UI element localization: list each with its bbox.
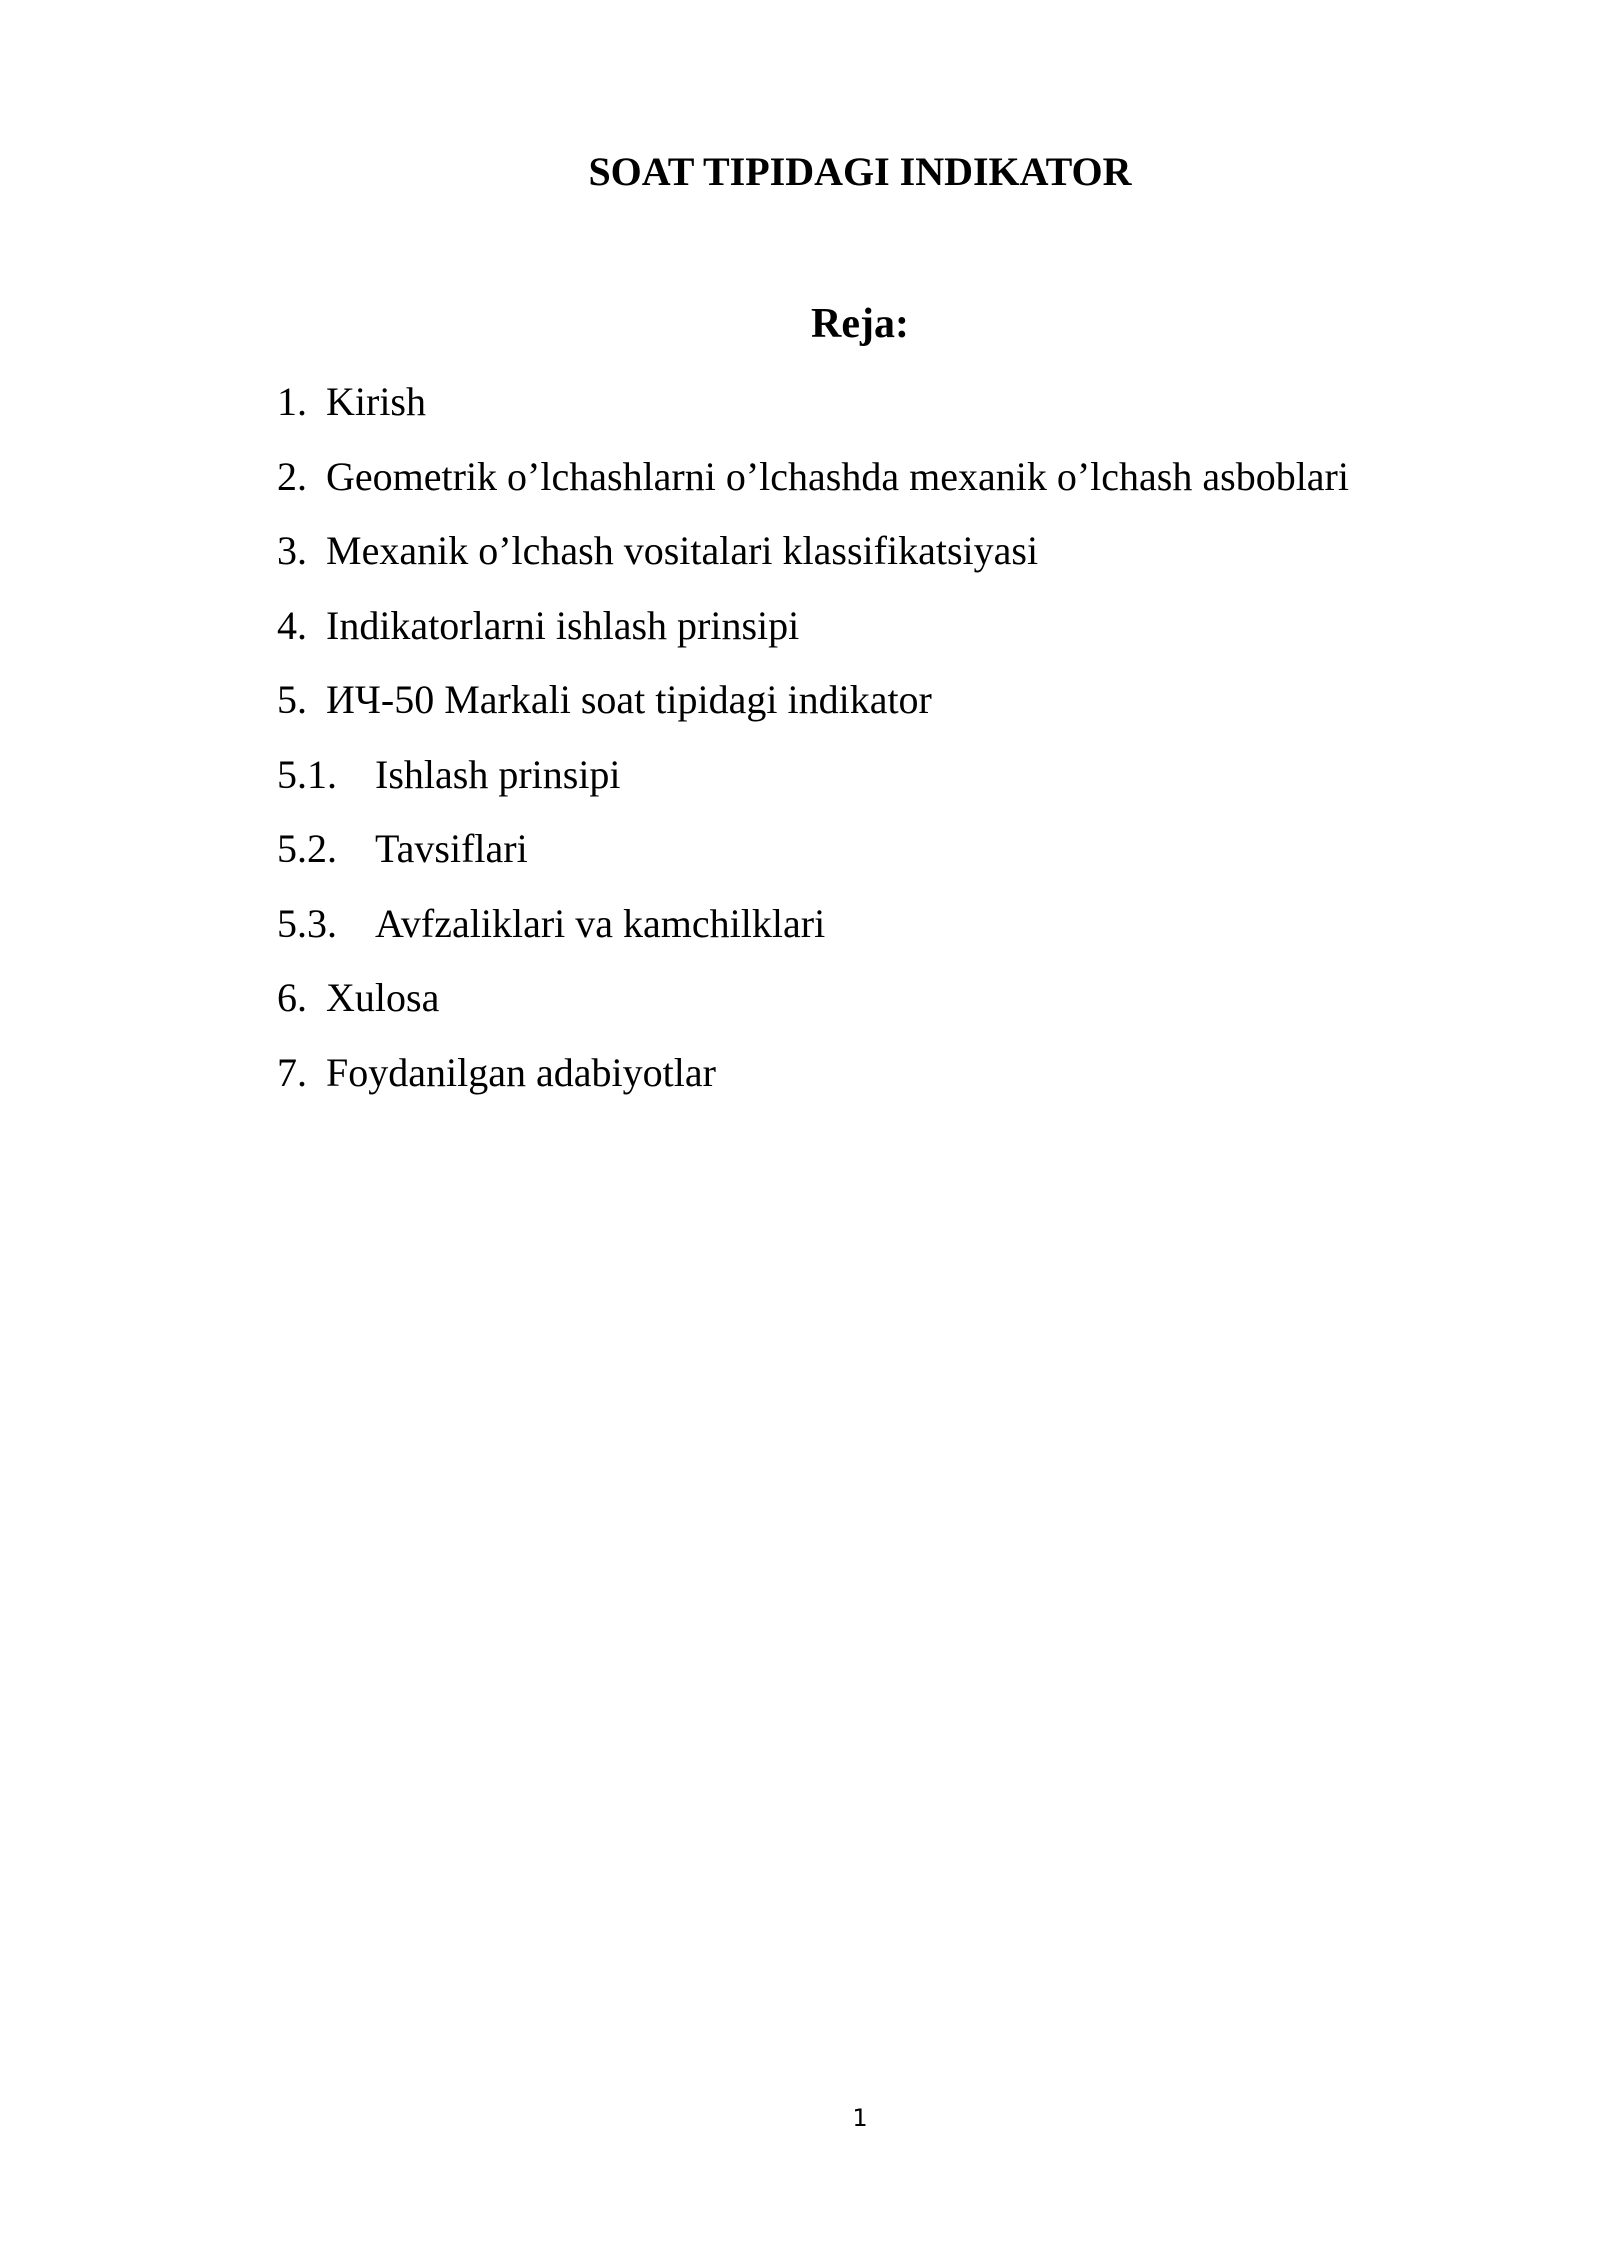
plan-item-3 bbox=[277, 527, 1567, 602]
plan-item-number: 4. bbox=[277, 602, 307, 648]
plan-subitem-text: Avfzaliklari va kamchilklari bbox=[375, 900, 826, 946]
plan-item-4 bbox=[277, 602, 1567, 677]
plan-item-6 bbox=[277, 974, 1567, 1049]
plan-item-text: Indikatorlarni ishlash prinsipi bbox=[326, 602, 800, 648]
plan-list bbox=[277, 378, 1567, 1123]
plan-subitem-number: 5.1. bbox=[277, 751, 337, 797]
page-number: 1 bbox=[852, 2104, 868, 2132]
plan-item-number: 7. bbox=[277, 1049, 307, 1095]
plan-subitem-number: 5.3. bbox=[277, 900, 337, 946]
plan-item-text: ИЧ-50 Markali soat tipidagi indikator bbox=[326, 677, 932, 722]
plan-item-number: 2. bbox=[277, 453, 307, 499]
plan-item-text: Kirish bbox=[326, 379, 426, 424]
plan-item-5 bbox=[277, 676, 1567, 751]
plan-item-number: 5. bbox=[277, 677, 307, 722]
plan-item-text: Mexanik o’lchash vositalari klassifikatsiyasi bbox=[326, 528, 1039, 573]
document-title: SOAT TIPIDAGI INDIKATOR bbox=[588, 149, 1132, 194]
plan-subitem-number: 5.2. bbox=[277, 826, 337, 871]
plan-item-1 bbox=[277, 378, 1567, 453]
plan-heading: Reja: bbox=[811, 301, 909, 347]
plan-item-2 bbox=[277, 453, 1567, 528]
plan-item-5-1 bbox=[277, 751, 1567, 826]
plan-item-number: 1. bbox=[277, 379, 307, 424]
plan-subitem-text: Ishlash prinsipi bbox=[375, 751, 621, 797]
plan-item-number: 3. bbox=[277, 528, 307, 573]
plan-item-5-2 bbox=[277, 825, 1567, 900]
plan-item-7 bbox=[277, 1049, 1567, 1124]
plan-subitem-text: Tavsiflari bbox=[375, 826, 528, 871]
plan-item-text: Xulosa bbox=[326, 975, 440, 1020]
plan-item-text: Geometrik o’lchashlarni o’lchashda mexanik o’lchash asboblari bbox=[326, 453, 1349, 499]
plan-item-number: 6. bbox=[277, 975, 307, 1020]
plan-item-text: Foydanilgan adabiyotlar bbox=[326, 1049, 716, 1095]
plan-item-5-3 bbox=[277, 900, 1567, 975]
